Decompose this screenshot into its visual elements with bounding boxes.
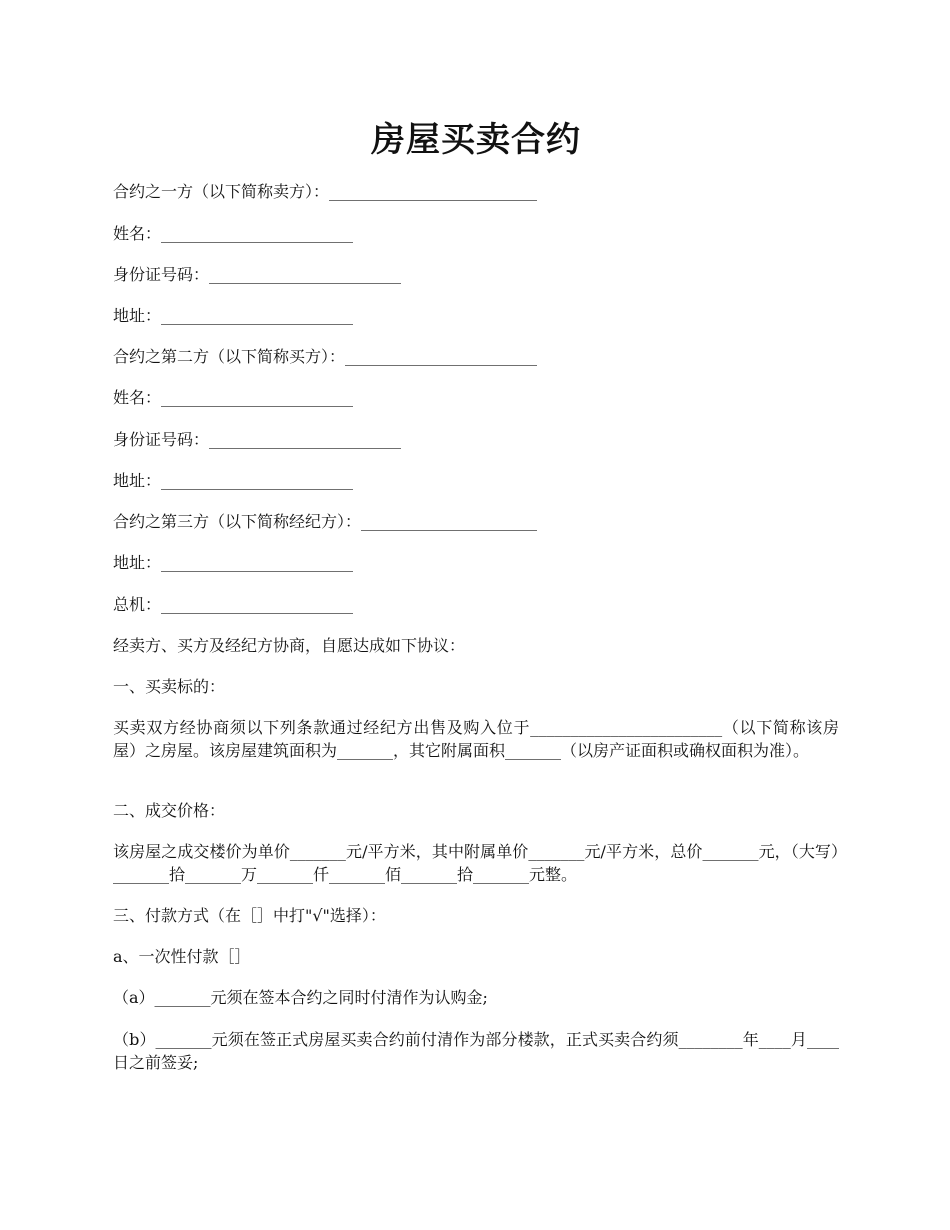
section-heading: 二、成交价格：: [113, 801, 226, 820]
agent-phone-line: 总机：________________________: [113, 595, 354, 614]
payment-clause: （b）_______元须在签正式房屋买卖合约前付清作为部分楼款，正式买卖合约须________年____月____日之前签妥;: [113, 1030, 839, 1072]
agent-address-line: 地址：________________________: [113, 553, 354, 572]
section-paragraph: 该房屋之成交楼价为单价_______元/平方米，其中附属单价_______元/平方米，总价_______元，（大写）_______拾_______万_______仟_______佰_______拾_______元整。: [113, 842, 839, 884]
seller-id-line: 身份证号码：________________________: [113, 265, 402, 284]
agent-party-line: 合约之第三方（以下简称经纪方）：______________________: [113, 512, 538, 531]
payment-option: a、一次性付款［］: [113, 947, 251, 966]
buyer-id-line: 身份证号码：________________________: [113, 430, 402, 449]
section-heading: 三、付款方式（在［］中打"√"选择）：: [113, 906, 386, 925]
seller-address-line: 地址：________________________: [113, 306, 354, 325]
agreement-intro: 经卖方、买方及经纪方协商，自愿达成如下协议：: [113, 636, 466, 655]
buyer-party-line: 合约之第二方（以下简称买方）：________________________: [113, 347, 538, 366]
section-paragraph: 买卖双方经协商须以下列条款通过经纪方出售及购入位于________________________（以下简称该房屋）之房屋。该房屋建筑面积为_______，其它附属面积_______（以房产证面积或确权面积为准）。: [113, 718, 839, 760]
document-title: 房屋买卖合约: [371, 120, 581, 160]
buyer-address-line: 地址：________________________: [113, 471, 354, 490]
buyer-name-line: 姓名：________________________: [113, 388, 354, 407]
section-heading: 一、买卖标的：: [113, 677, 226, 696]
seller-party-line: 合约之一方（以下简称卖方）：__________________________: [113, 182, 538, 201]
seller-name-line: 姓名：________________________: [113, 224, 354, 243]
payment-clause: （a）_______元须在签本合约之同时付清作为认购金;: [113, 988, 488, 1007]
